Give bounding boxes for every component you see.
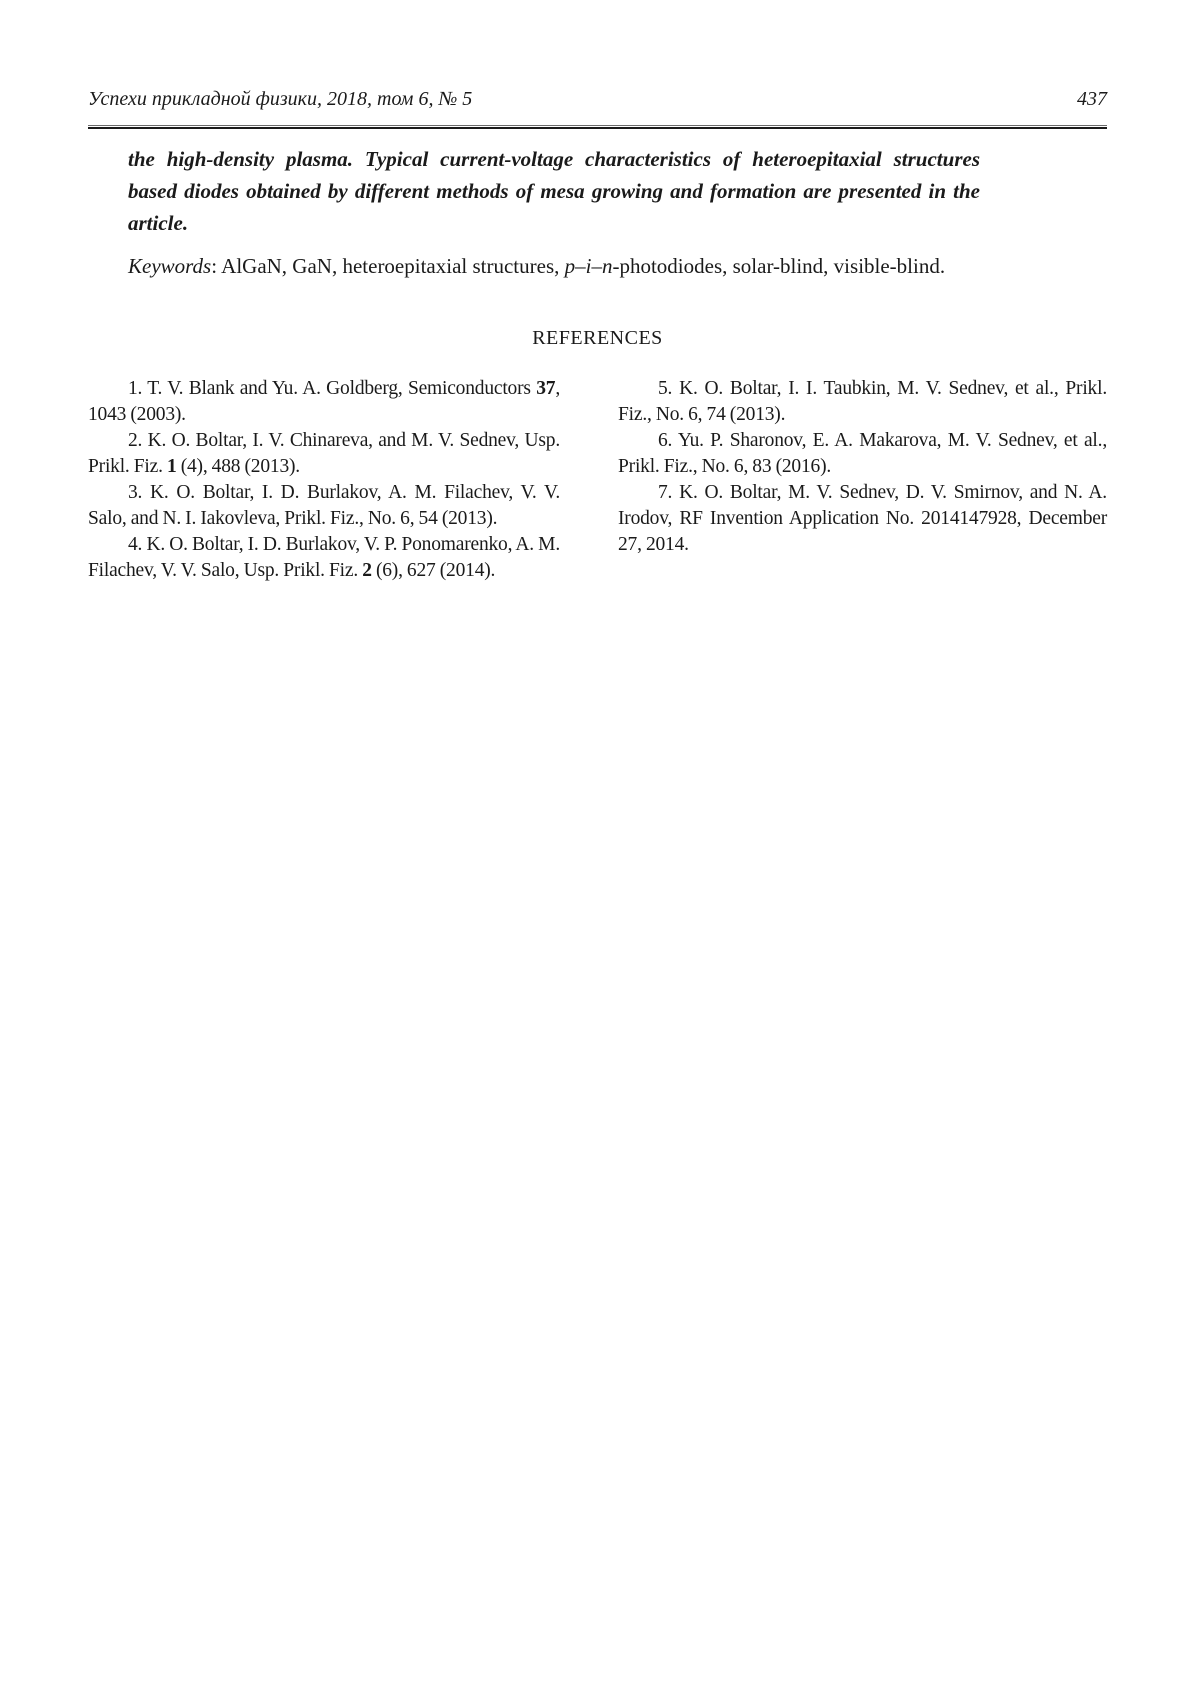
- reference-item: [618, 428, 1107, 480]
- reference-item: [88, 376, 560, 428]
- text-segment: 1: [166, 456, 177, 477]
- text-segment: -photodiodes, solar-blind, visible-blind.: [612, 254, 946, 278]
- keywords-line: [128, 251, 1067, 281]
- text-segment: 4. K. O. Boltar, I. D. Burlakov, V. P. Ponomarenko, A. M. Filachev, V. V. Salo, Usp. Prikl. Fiz.: [88, 534, 560, 581]
- journal-title: Успехи прикладной физики, 2018, том 6, № 5: [88, 88, 473, 110]
- text-segment: 6. Yu. P. Sharonov, E. A. Makarova, M. V. Sednev, et al., Prikl. Fiz., No. 6, 83 (2016).: [618, 430, 1107, 477]
- references-left-column: [88, 376, 560, 584]
- text-segment: 1. T. V. Blank and Yu. A. Goldberg, Semiconductors: [128, 378, 537, 399]
- reference-item: [88, 480, 560, 532]
- text-segment: p–i–n: [564, 254, 613, 278]
- text-segment: Keywords: [128, 254, 212, 278]
- text-segment: 2: [362, 560, 372, 581]
- abstract-text: the high-density plasma. Typical current-voltage characteristics of heteroepitaxial structures based diodes obtained by different methods of mesa growing and formation are presented in the article.: [128, 147, 980, 235]
- references-right-column: [618, 376, 1107, 584]
- text-segment: 5. K. O. Boltar, I. I. Taubkin, M. V. Sednev, et al., Prikl. Fiz., No. 6, 74 (2013).: [618, 378, 1107, 425]
- reference-item: [88, 532, 560, 584]
- text-segment: (4), 488 (2013).: [176, 456, 300, 477]
- text-segment: 3. K. O. Boltar, I. D. Burlakov, A. M. Filachev, V. V. Salo, and N. I. Iakovleva, Prikl. Fiz., No. 6, 54 (2013).: [88, 482, 560, 529]
- reference-item: [618, 376, 1107, 428]
- page-number: 437: [1077, 88, 1107, 110]
- page-content: [0, 0, 1200, 584]
- references-section: [88, 376, 1107, 584]
- reference-item: [88, 428, 560, 480]
- text-segment: 2. K. O. Boltar, I. V. Chinareva, and M. V. Sednev, Usp. Prikl. Fiz.: [88, 430, 560, 477]
- running-header: [88, 88, 1107, 110]
- text-segment: (6), 627 (2014).: [371, 560, 496, 581]
- references-heading: REFERENCES: [532, 327, 663, 349]
- header-divider: [88, 125, 1107, 129]
- text-segment: , 1043 (2003).: [88, 378, 560, 425]
- text-segment: 37: [536, 378, 556, 399]
- text-segment: 7. K. O. Boltar, M. V. Sednev, D. V. Smirnov, and N. A. Irodov, RF Invention Application No. 2014147928, December 27, 2014.: [618, 482, 1107, 555]
- reference-item: [618, 480, 1107, 558]
- text-segment: : AlGaN, GaN, heteroepitaxial structures,: [211, 254, 565, 278]
